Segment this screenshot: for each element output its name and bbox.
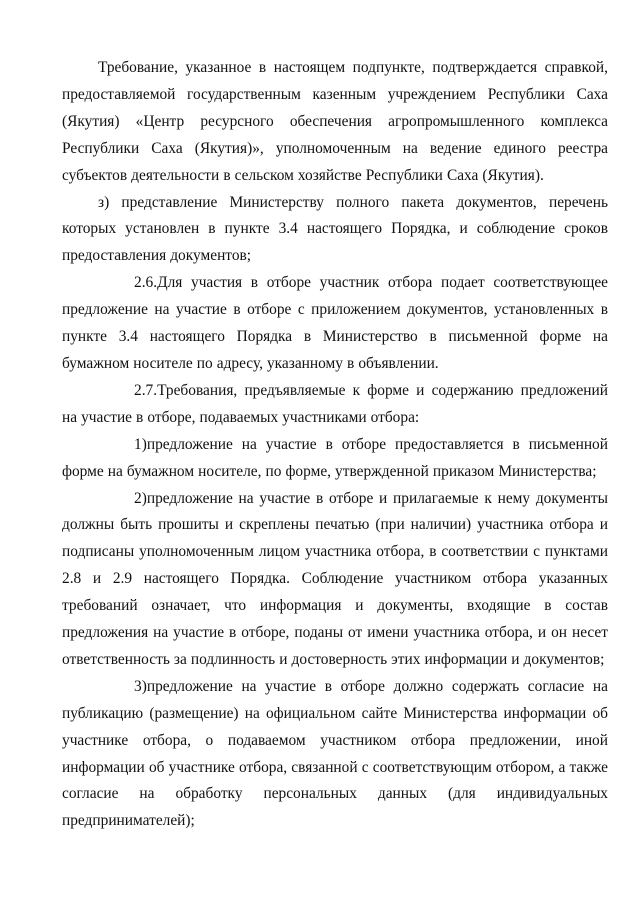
paragraph-item-1 [62, 432, 608, 486]
paragraph-text: Требования, предъявляемые к форме и содержанию предложений на участие в отборе, подаваемых участниками отбора: [62, 381, 608, 426]
paragraph-number: 3) [134, 677, 147, 695]
paragraph-number: 2.7. [134, 381, 158, 399]
paragraph-2-6 [62, 270, 608, 378]
paragraph-item-3 [62, 674, 608, 835]
paragraph-number: 2.6. [134, 274, 158, 292]
paragraph-number: 2) [134, 489, 147, 507]
paragraph-text: предложение на участие в отборе и прилагаемые к нему документы должны быть прошиты и скреплены печатью (при наличии) участника отбора и подписаны уполномоченным лицом участника отбора, в соответствии с пунктами 2.8 и 2.9 настоящего Порядка. Соблюдение участником отбора указанных требований означает, что информация и документы, входящие в состав предложения на участие в отборе, поданы от имени участника отбора, и он несет ответственность за подлинность и достоверность этих информации и документов; [62, 489, 608, 668]
paragraph-item-2 [62, 486, 608, 674]
paragraph-text: з) представление Министерству полного пакета документов, перечень которых установлен в пункте 3.4 настоящего Порядка, и соблюдение сроков предоставления документов; [62, 193, 608, 265]
paragraph-2-7 [62, 378, 608, 432]
paragraph-text: предложение на участие в отборе должно содержать согласие на публикацию (размещение) на официальном сайте Министерства информации об участнике отбора, о подаваемом участником отбора предложении, иной информации об участнике отбора, связанной с соответствующим отбором, а также согласие на обработку персональных данных (для индивидуальных предпринимателей); [62, 677, 608, 830]
paragraph-item-z [62, 190, 608, 271]
paragraph-number: 1) [134, 435, 147, 453]
paragraph-text: предложение на участие в отборе предоставляется в письменной форме на бумажном носителе, по форме, утвержденной приказом Министерства; [62, 435, 608, 480]
paragraph-text: Для участия в отборе участник отбора подает соответствующее предложение на участие в отборе с приложением документов, установленных в пункте 3.4 настоящего Порядка в Министерство в письменной форме на бумажном носителе по адресу, указанному в объявлении. [62, 274, 608, 372]
paragraph-text: Требование, указанное в настоящем подпункте, подтверждается справкой, предоставляемой государственным казенным учреждением Республики Саха (Якутия) «Центр ресурсного обеспечения агропромышленного комплекса Республики Саха (Якутия)», уполномоченным на ведение единого реестра субъектов деятельности в сельском хозяйстве Республики Саха (Якутия). [62, 59, 608, 184]
paragraph-registry-requirement [62, 55, 608, 190]
